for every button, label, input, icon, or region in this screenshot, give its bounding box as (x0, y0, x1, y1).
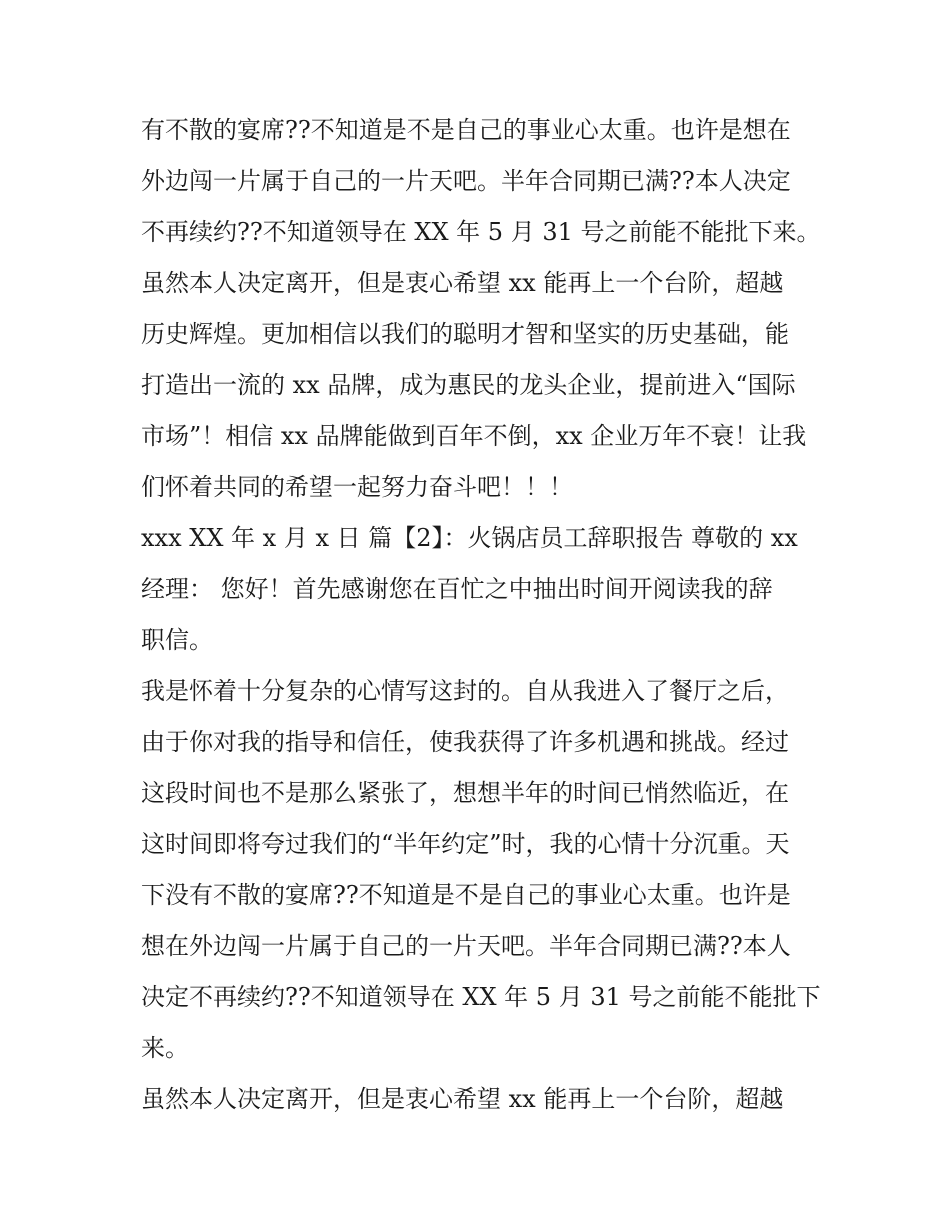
text-line-20: 虽然本人决定离开，但是衷心希望 xx 能再上一个台阶，超越 (141, 1085, 784, 1113)
text-line-10: 经理： 您好！首先感谢您在百忙之中抽出时间开阅读我的辞 (141, 575, 773, 603)
text-line-1: 有不散的宴席??不知道是不是自己的事业心太重。也许是想在 (141, 116, 791, 144)
text-line-12: 我是怀着十分复杂的心情写这封的。自从我进入了餐厅之后， (141, 677, 789, 705)
text-line-13: 由于你对我的指导和信任，使我获得了许多机遇和挑战。经过 (141, 728, 789, 756)
text-line-15: 这时间即将夸过我们的“半年约定”时，我的心情十分沉重。天 (141, 830, 790, 858)
text-line-7: 市场”！相信 xx 品牌能做到百年不倒，xx 企业万年不衰！让我 (141, 422, 807, 450)
text-line-16: 下没有不散的宴席??不知道是不是自己的事业心太重。也许是 (141, 881, 791, 909)
text-line-9: xxx XX 年 x 月 x 日 篇【2】：火锅店员工辞职报告 尊敬的 xx (141, 524, 798, 552)
document-body (141, 105, 821, 1125)
text-line-18: 决定不再续约??不知道领导在 XX 年 5 月 31 号之前能不能批下 (141, 983, 821, 1011)
text-line-6: 打造出一流的 xx 品牌，成为惠民的龙头企业，提前进入“国际 (141, 371, 796, 399)
text-line-4: 虽然本人决定离开，但是衷心希望 xx 能再上一个台阶，超越 (141, 269, 784, 297)
text-line-14: 这段时间也不是那么紧张了，想想半年的时间已悄然临近，在 (141, 779, 789, 807)
text-line-3: 不再续约??不知道领导在 XX 年 5 月 31 号之前能不能批下来。 (141, 218, 821, 246)
text-line-11: 职信。 (141, 626, 213, 654)
text-line-8: 们怀着共同的希望一起努力奋斗吧！！！ (141, 473, 573, 501)
text-line-2: 外边闯一片属于自己的一片天吧。半年合同期已满??本人决定 (141, 167, 791, 195)
text-line-17: 想在外边闯一片属于自己的一片天吧。半年合同期已满??本人 (141, 932, 791, 960)
text-line-19: 来。 (141, 1034, 189, 1062)
text-line-5: 历史辉煌。更加相信以我们的聪明才智和坚实的历史基础，能 (141, 320, 789, 348)
